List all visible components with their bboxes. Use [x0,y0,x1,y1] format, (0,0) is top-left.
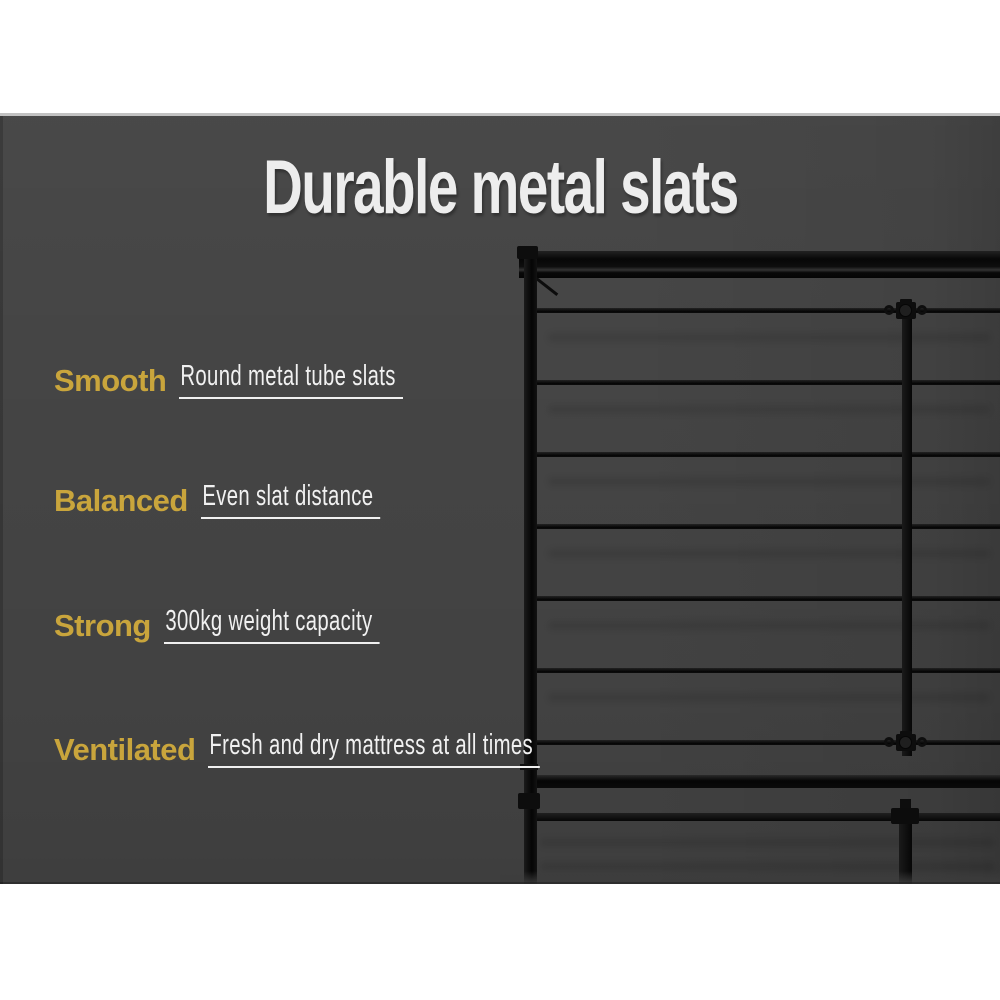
feature-description-wrap [179,360,403,399]
feature-description-wrap [201,480,380,519]
bed-base-slat [531,813,1000,821]
feature-description: Even slat distance [201,480,380,519]
bed-slat [531,668,1000,673]
feature-heading: Balanced [54,483,188,518]
bed-joint-ring [884,737,894,747]
content-panel [0,113,1000,884]
bed-slat [531,308,1000,313]
wall-shadow [540,838,995,847]
wall-shadow [548,405,990,414]
bed-slat [531,596,1000,601]
wall-shadow [548,621,990,630]
bed-post-cap [517,246,538,259]
wall-shadow [548,693,990,702]
feature-description-wrap [208,729,540,768]
feature-heading: Ventilated [54,732,196,767]
bed-base-rail [531,775,1000,788]
feature-row-ventilated [54,729,683,771]
bed-centre-bar [902,313,912,756]
page-title: Durable metal slats [262,145,738,230]
bed-slat [531,380,1000,385]
bed-joint-ring [917,305,927,315]
bed-post-plate [518,793,540,809]
feature-row-strong [54,605,472,647]
feature-description: Fresh and dry mattress at all times [208,729,540,768]
bed-joint-ring [884,305,894,315]
bed-slat [531,452,1000,457]
bed-corner-brace [535,277,558,296]
wall-shadow [548,477,990,486]
bed-joint-collar [899,304,912,317]
bed-top-rail [519,251,1000,278]
bed-slat [531,524,1000,529]
feature-row-smooth [54,360,499,402]
feature-description-wrap [164,605,379,644]
feature-heading: Smooth [54,363,167,398]
bed-post [524,248,537,884]
bed-joint-ring [917,737,927,747]
bed-joint-collar [899,736,912,749]
wall-shadow [548,333,990,342]
feature-description: 300kg weight capacity [164,605,379,644]
feature-heading: Strong [54,608,151,643]
wall-shadow [548,549,990,558]
wall-shadow [540,862,995,871]
photo-bottom-fade [500,871,1000,884]
feature-row-balanced [54,480,457,522]
feature-description: Round metal tube slats [179,360,403,399]
bed-base-bracket [891,808,919,824]
